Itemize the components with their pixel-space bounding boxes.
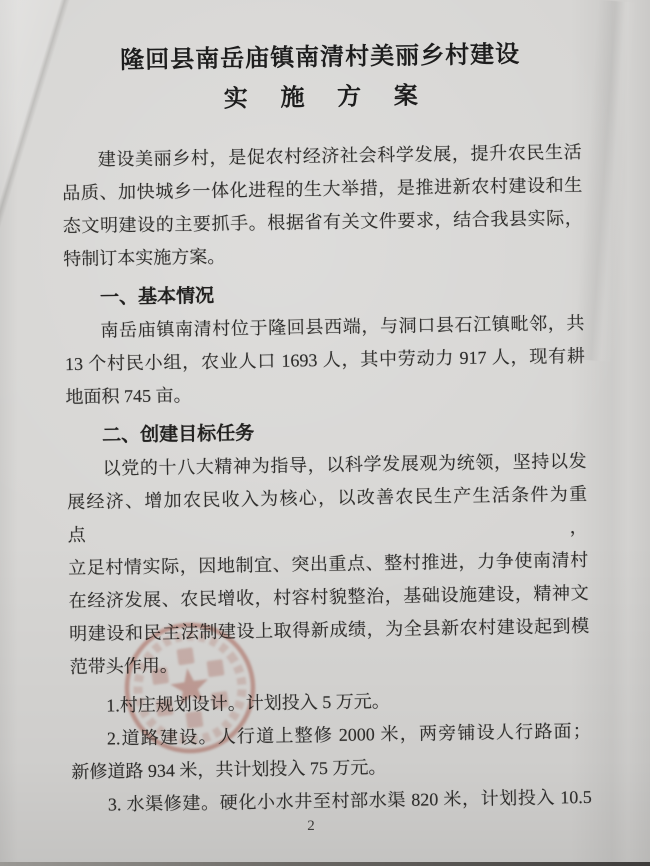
section2-heading: 二、创建目标任务 [102,423,255,447]
doc-title-line2: 实 施 方 案 [223,82,432,113]
intro-line: 特制订本实施方案。 [63,246,226,270]
photo-bottom-edge [0,862,650,866]
intro-line: 品质、加快城乡一体化进程的生大举措，是推进新农村建设和生 [62,174,583,204]
section2-line: 范带头作用。 [69,655,178,678]
section2-line: 明建设和民主法制建设上取得新成绩，为全县新农村建设起到模 [69,615,590,645]
section2-line: 在经济发展、农民增收，村容村貌整治，基础设施建设，精神文 [68,582,589,612]
section2-line: 展经济、增加农民收入为核心，以改善农民生产生活条件为重点， [66,483,588,546]
doc-title-line1: 隆回县南岳庙镇南清村美丽乡村建设 [120,40,521,75]
intro-line: 态文明建设的主要抓手。根据省有关文件要求，结合我县实际， [62,207,583,237]
item-line: 3. 水渠修建。硬化小水井至村部水渠 820 米，计划投入 10.5 [107,786,592,815]
section1-line: 13 个村民小组，农业人口 1693 人，其中劳动力 917 人，现有耕 [64,345,586,375]
section1-line: 南岳庙镇南清村位于隆回县西端，与洞口县石江镇毗邻，共 [100,312,585,341]
section1-line: 地面积 745 亩。 [65,385,192,408]
intro-line: 建设美丽乡村，是促农村经济社会科学发展，提升农民生活 [97,141,582,170]
section2-line: 立足村情实际，因地制宜、突出重点、整村推进，力争使南清村 [68,549,589,579]
item-line: 2.道路建设。人行道上整修 2000 米，两旁铺设人行路面； [106,720,591,749]
item-line: 新修道路 934 米，共计划投入 75 万元。 [71,757,387,783]
page-number: 2 [307,818,315,834]
section1-heading: 一、基本情况 [99,285,215,309]
section2-line: 以党的十八大精神为指导，以科学发展观为统领，坚持以发 [102,450,587,479]
item-line: 1.村庄规划设计。计划投入 5 万元。 [106,691,390,716]
